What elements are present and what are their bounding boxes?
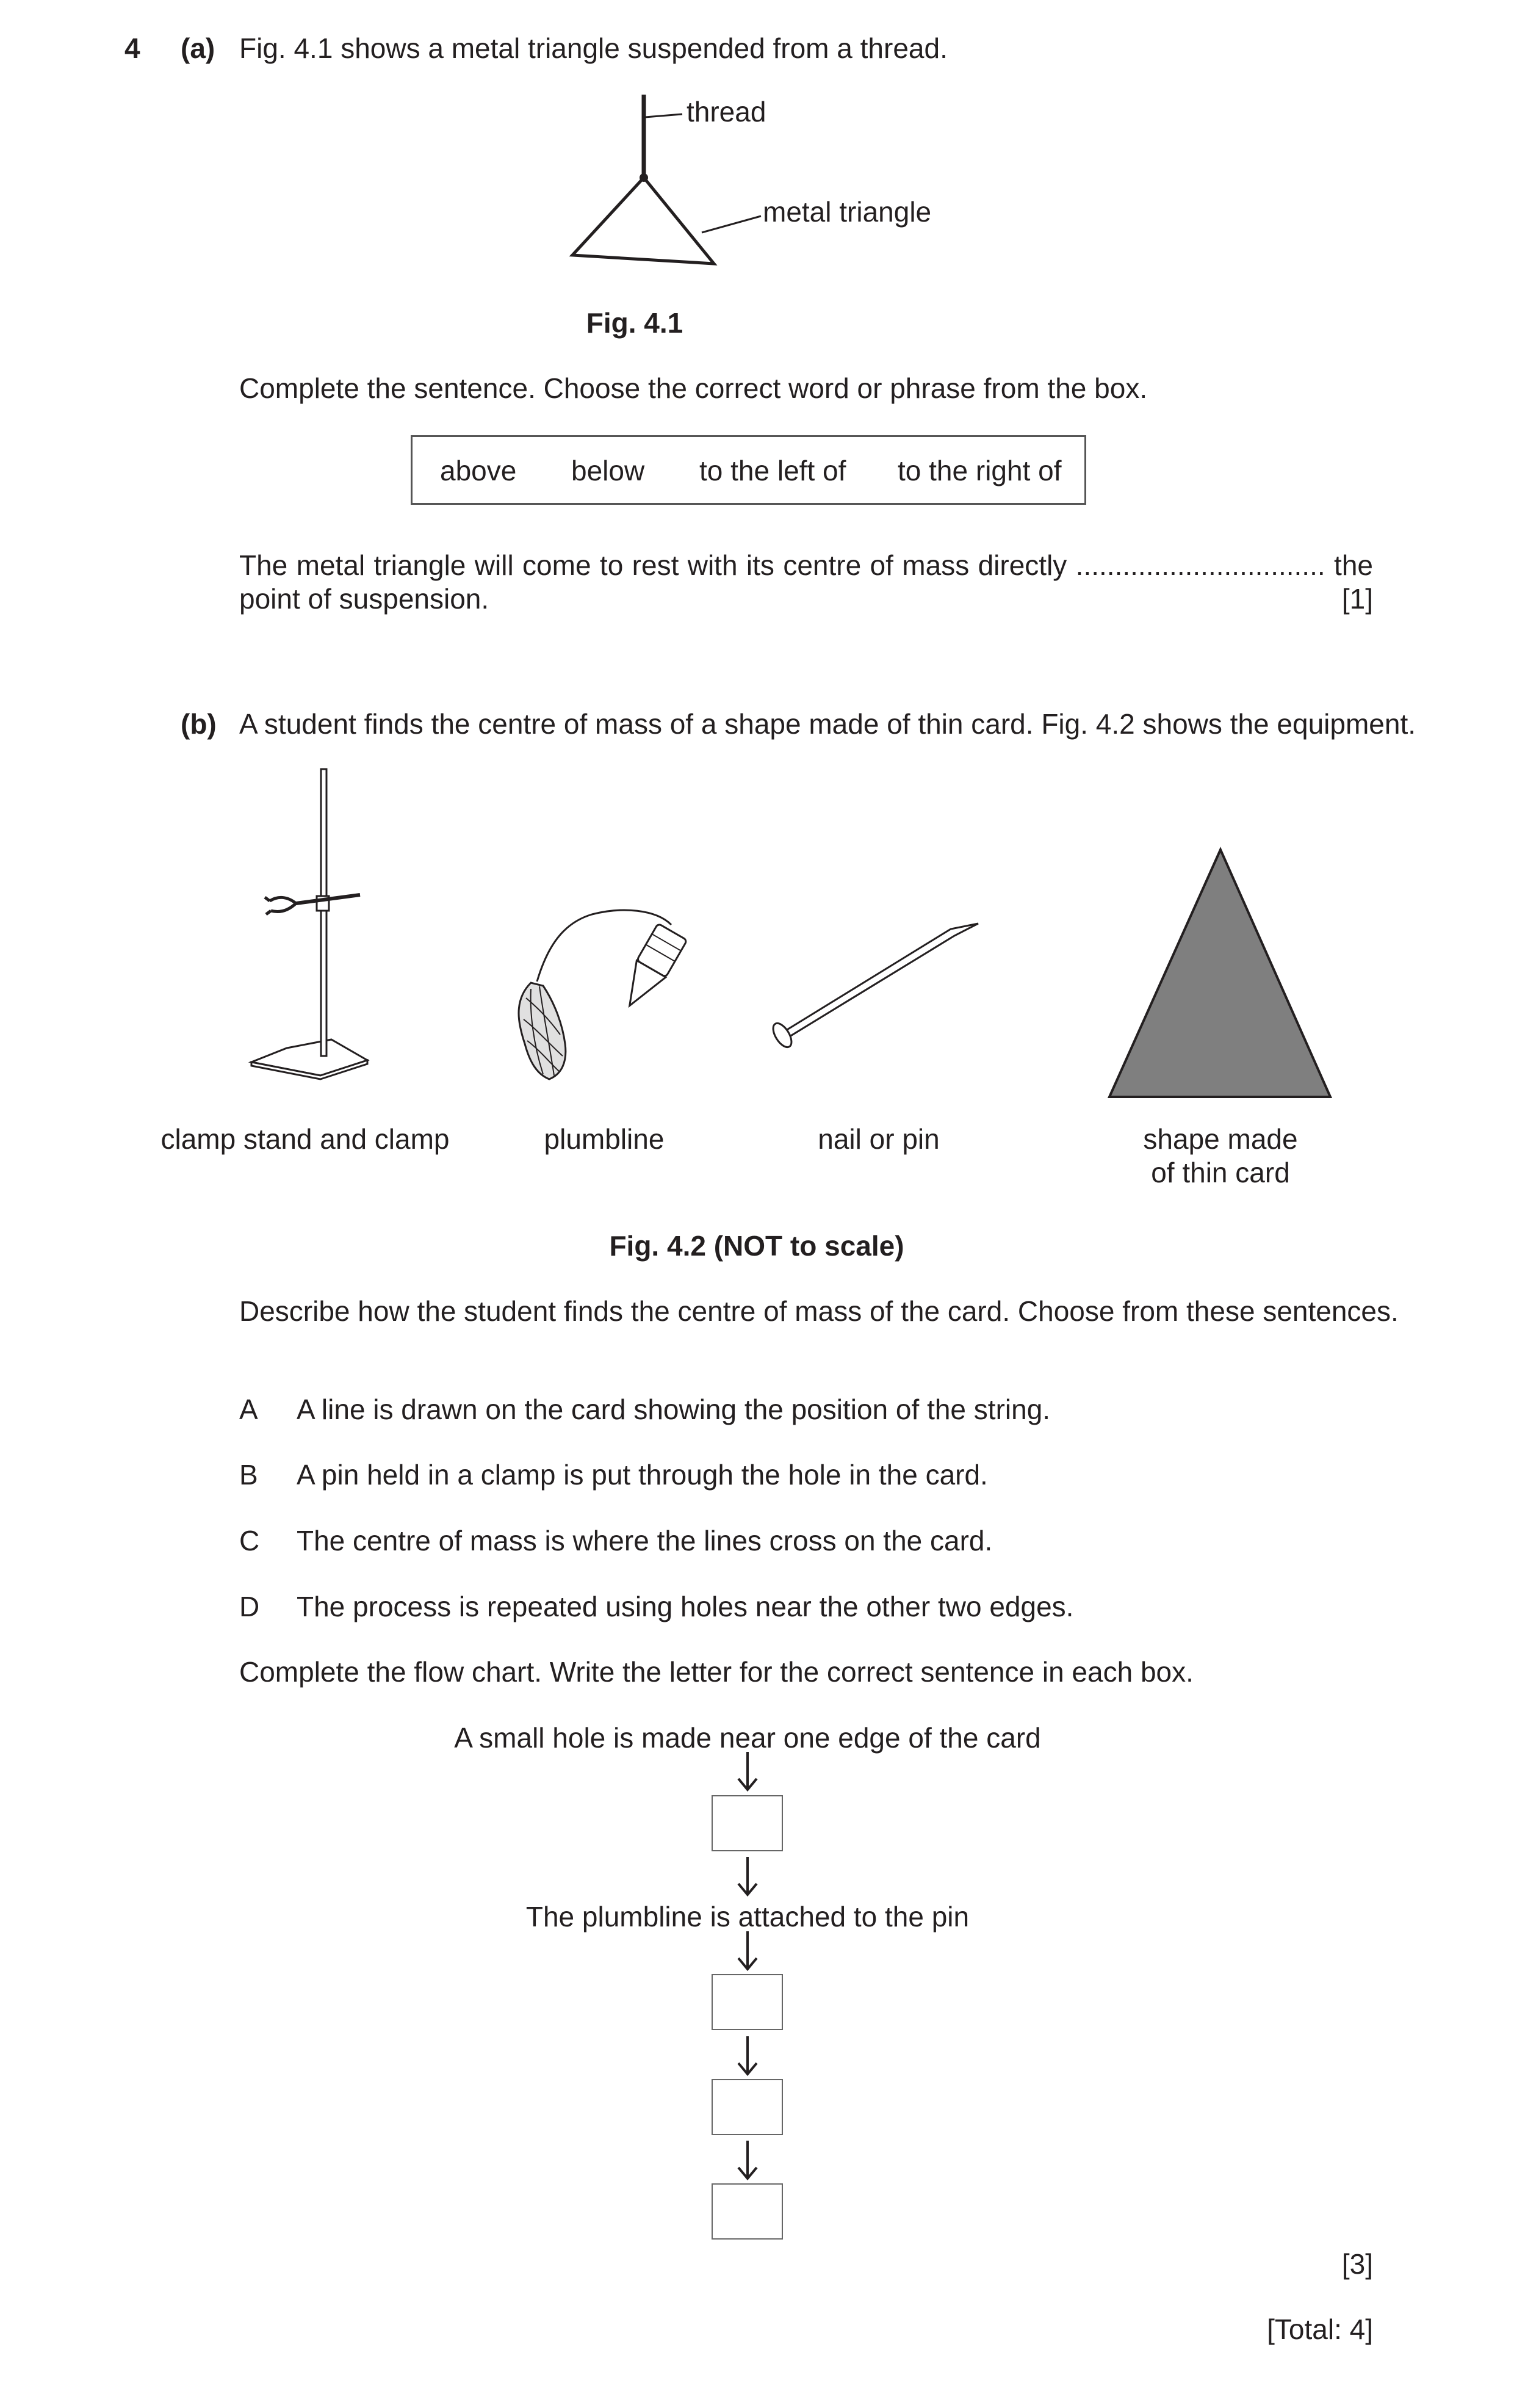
part-a-label: (a) [181,32,215,64]
fig-4-1-caption: Fig. 4.1 [586,307,683,339]
clamp-stand-drawing [251,769,367,1079]
shape-label-line2: of thin card [1151,1157,1290,1188]
option-text: A pin held in a clamp is put through the hole in the card. [297,1459,988,1491]
part-a-sentence-line1: The metal triangle will come to rest with its centre of mass directly ................................ the [239,549,1373,581]
word-option: above [440,455,517,486]
part-a-marks: [1] [1341,583,1373,615]
option-text: A line is drawn on the card showing the position of the string. [297,1394,1051,1425]
option-letter: C [239,1525,260,1557]
option-text: The process is repeated using holes near the other two edges. [297,1591,1074,1622]
card-shape [1109,850,1330,1097]
option-letter: B [239,1459,258,1491]
down-arrow-icon [732,2139,763,2182]
clamp-stand-label: clamp stand and clamp [160,1123,450,1155]
flow-step-2: The plumbline is attached to the pin [525,1901,970,1933]
answer-box-3[interactable] [712,2079,783,2135]
metal-triangle-shape [572,178,714,264]
part-a-sentence-line2: point of suspension. [239,583,489,615]
plumbline-drawing [519,910,687,1079]
fig-4-1-diagram [0,0,1514,305]
answer-box-2[interactable] [712,1974,783,2030]
stand-rod [321,769,326,1056]
triangle-leader [702,216,761,233]
metal-triangle-label: metal triangle [763,196,932,228]
fig-4-2-diagram [0,757,1514,1123]
down-arrow-icon [732,1856,763,1898]
part-b-intro: A student finds the centre of mass of a shape made of thin card. Fig. 4.2 shows the equipment. [239,708,1416,740]
part-b-label: (b) [181,708,217,740]
part-b-marks: [3] [1341,2248,1373,2280]
question-number: 4 [124,32,140,64]
plumbline-label: plumbline [544,1123,665,1155]
option-text: The centre of mass is where the lines cross on the card. [297,1525,993,1557]
nail-shaft [786,924,978,1036]
down-arrow-icon [732,1930,763,1973]
answer-box-4[interactable] [712,2183,783,2240]
total-marks: [Total: 4] [1267,2313,1373,2345]
thread-leader [645,114,682,117]
answer-box-1[interactable] [712,1795,783,1851]
part-a-intro: Fig. 4.1 shows a metal triangle suspended from a thread. [239,32,948,64]
word-option: to the left of [699,455,846,486]
fig-4-2-caption: Fig. 4.2 (NOT to scale) [609,1230,904,1262]
nail-label: nail or pin [818,1123,940,1155]
word-option: to the right of [898,455,1062,486]
word-choice-box [411,435,1086,505]
part-a-instruction: Complete the sentence. Choose the correct word or phrase from the box. [239,372,1148,404]
clamp-jaws [265,897,296,914]
shape-label-line1: shape made [1143,1123,1298,1155]
nail-drawing [770,924,978,1050]
option-letter: D [239,1591,260,1622]
word-option: below [571,455,645,486]
down-arrow-icon [732,2035,763,2078]
plumbline-coil [519,983,566,1079]
option-letter: A [239,1394,258,1425]
down-arrow-icon [732,1751,763,1793]
part-b-instruction: Describe how the student finds the centre of mass of the card. Choose from these sentences. [239,1295,1399,1327]
thread-label: thread [687,96,766,128]
flow-step-1: A small hole is made near one edge of the card [454,1722,1041,1754]
flow-instruction: Complete the flow chart. Write the letter for the correct sentence in each box. [239,1656,1194,1688]
